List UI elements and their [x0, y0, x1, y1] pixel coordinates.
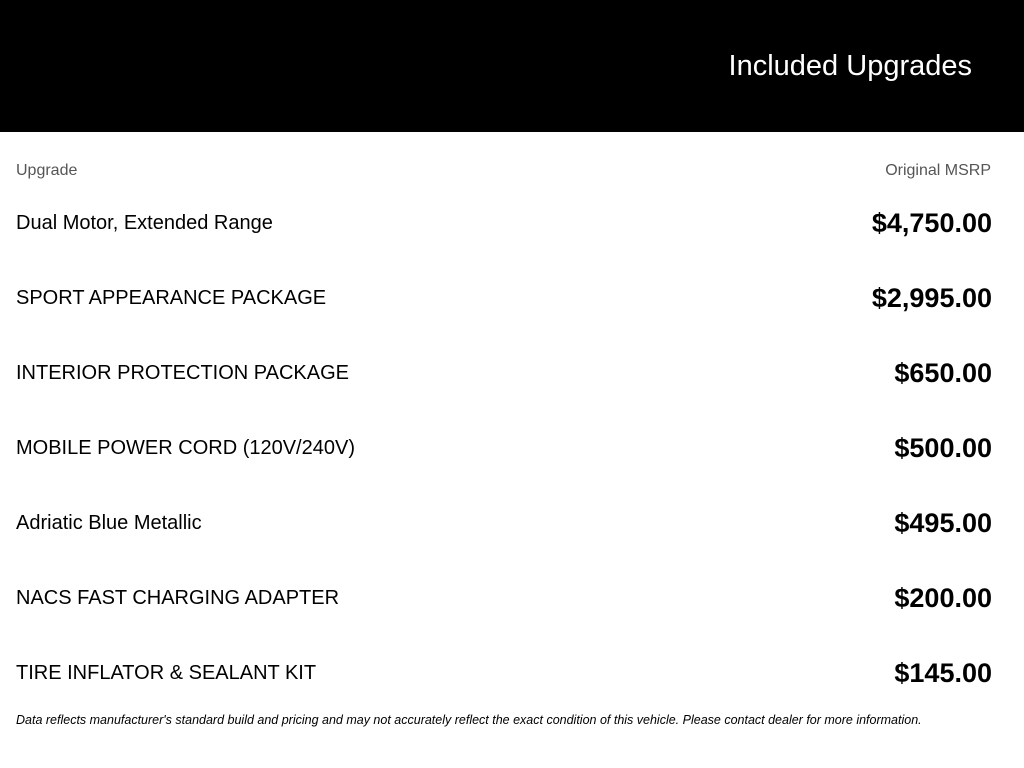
upgrade-row — [16, 260, 992, 335]
upgrade-name: SPORT APPEARANCE PACKAGE — [16, 286, 327, 309]
upgrade-price: $200.00 — [894, 582, 992, 613]
upgrade-row — [16, 560, 992, 635]
disclaimer-text: Data reflects manufacturer's standard build and pricing and may not accurately reflect the exact condition of this vehicle. Please contact dealer for more information. — [16, 713, 922, 727]
header-banner — [0, 0, 1024, 132]
column-header-msrp: Original MSRP — [885, 162, 991, 179]
upgrade-name: INTERIOR PROTECTION PACKAGE — [16, 361, 349, 384]
upgrade-price: $500.00 — [894, 432, 992, 463]
page-title: Included Upgrades — [728, 50, 972, 82]
upgrade-name: Adriatic Blue Metallic — [16, 511, 202, 534]
upgrade-price: $495.00 — [894, 507, 992, 538]
upgrade-row — [16, 635, 992, 710]
upgrade-name: MOBILE POWER CORD (120V/240V) — [16, 436, 355, 459]
upgrade-name: TIRE INFLATOR & SEALANT KIT — [16, 661, 317, 684]
upgrade-row — [16, 335, 992, 410]
upgrade-price: $650.00 — [894, 357, 992, 388]
upgrade-price: $4,750.00 — [871, 207, 992, 238]
upgrade-name: Dual Motor, Extended Range — [16, 211, 273, 234]
table-column-headers — [16, 161, 991, 181]
upgrade-row — [16, 185, 992, 260]
upgrade-row — [16, 485, 992, 560]
upgrade-name: NACS FAST CHARGING ADAPTER — [16, 586, 340, 609]
upgrade-price: $2,995.00 — [871, 282, 992, 313]
upgrade-price: $145.00 — [894, 657, 992, 688]
column-header-upgrade: Upgrade — [16, 162, 78, 179]
upgrades-list — [16, 185, 992, 710]
upgrade-row — [16, 410, 992, 485]
